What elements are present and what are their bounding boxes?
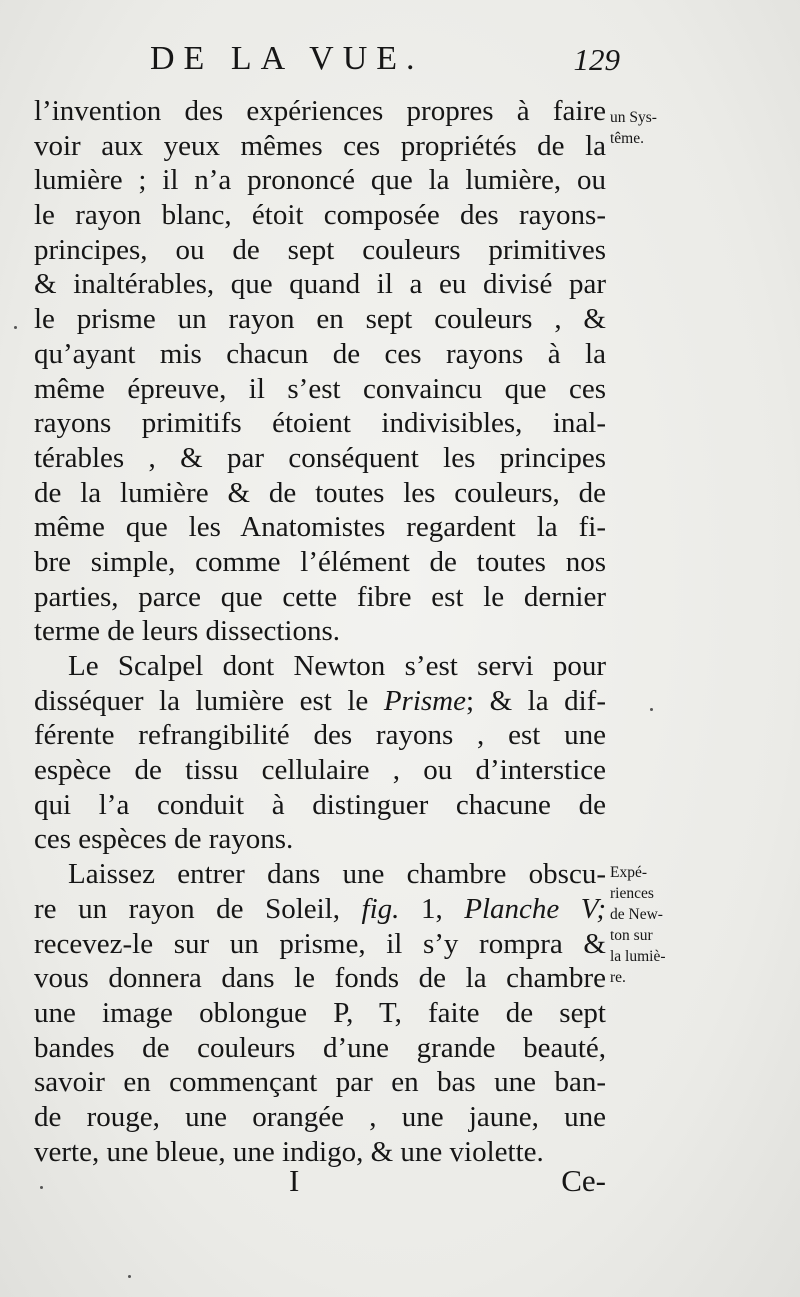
text-line: le prisme un rayon en sept couleurs , &: [34, 303, 606, 336]
text-line-with-figure-ref: [34, 892, 606, 927]
text-line: parties, parce que cette fibre est le dernier: [34, 580, 606, 613]
text-line: espèce de tissu cellulaire , ou d’interstice: [34, 754, 606, 787]
text-line: qu’ayant mis chacun de ces rayons à la: [34, 337, 606, 370]
text-line: térables , & par conséquent les principes: [34, 441, 606, 474]
text-segment: ; & la dif-: [466, 684, 606, 717]
text-line: lumière ; il n’a prononcé que la lumière, ou: [34, 164, 606, 197]
main-text: [34, 94, 606, 1169]
margin-note-line: riences: [610, 885, 654, 902]
text-line-with-italic: [34, 684, 606, 719]
margin-note-line: de New-: [610, 906, 663, 923]
ink-speck: [40, 1186, 43, 1189]
ink-speck: [650, 708, 653, 711]
ink-speck: [14, 326, 17, 329]
margin-note-line: re.: [610, 969, 626, 986]
text-line: terme de leurs dissections.: [34, 615, 341, 648]
text-line: de la lumière & de toutes les couleurs, de: [34, 476, 606, 509]
catchword: Ce-: [561, 1163, 606, 1198]
text-line: même que les Anatomistes regardent la fi-: [34, 511, 606, 544]
margin-note-line: Expé-: [610, 864, 648, 881]
ink-speck: [128, 1275, 131, 1278]
margin-note-line: un Sys-: [610, 109, 657, 126]
page-header: [150, 40, 620, 90]
signature-mark: I: [289, 1163, 300, 1198]
text-line: qui l’a conduit à distinguer chacune de: [34, 788, 606, 821]
margin-note-line: ton sur: [610, 927, 653, 944]
text-line: principes, ou de sept couleurs primitives: [34, 233, 606, 266]
text-line: bandes de couleurs d’une grande beauté,: [34, 1031, 606, 1064]
text-segment: re un rayon de Soleil,: [34, 892, 340, 925]
text-line: une image oblongue P, T, faite de sept: [34, 996, 606, 1029]
text-line: verte, une bleue, une indigo, & une violette.: [34, 1135, 544, 1168]
margin-note-line: tême.: [610, 130, 644, 147]
text-line: le rayon blanc, étoit composée des rayons-: [34, 199, 606, 232]
text-line: même épreuve, il s’est convaincu que ces: [34, 372, 606, 405]
fig-italic: fig.: [361, 892, 400, 925]
prisme-italic: Prisme: [383, 684, 466, 717]
text-line: férente refrangibilité des rayons , est une: [34, 719, 606, 752]
text-line: savoir en commençant par en bas une ban-: [34, 1066, 606, 1099]
running-head: DE LA VUE.: [150, 40, 424, 77]
text-segment: disséquer la lumière est le: [34, 684, 369, 717]
text-line: Laissez entrer dans une chambre obscu-: [68, 858, 606, 891]
text-line: & inaltérables, que quand il a eu divisé par: [34, 268, 606, 301]
margin-note-experiences: [610, 862, 696, 988]
page-number: 129: [573, 42, 620, 77]
text-line: ces espèces de rayons.: [34, 823, 294, 856]
fig-number: 1,: [399, 892, 465, 925]
text-line: recevez-le sur un prisme, il s’y rompra &: [34, 927, 606, 960]
margin-note-line: la lumiè-: [610, 948, 666, 965]
text-line: voir aux yeux mêmes ces propriétés de la: [34, 129, 606, 162]
text-line: rayons primitifs étoient indivisibles, inal-: [34, 407, 606, 440]
text-line: de rouge, une orangée , une jaune, une: [34, 1100, 606, 1133]
text-line: Le Scalpel dont Newton s’est servi pour: [68, 650, 606, 682]
planche-italic: Planche V;: [464, 892, 607, 925]
margin-note-systeme: [610, 107, 696, 149]
page-footer: [34, 1163, 606, 1203]
text-line: vous donnera dans le fonds de la chambre: [34, 962, 606, 995]
text-line: l’invention des expériences propres à faire: [34, 95, 606, 127]
text-line: bre simple, comme l’élément de toutes nos: [34, 545, 606, 578]
